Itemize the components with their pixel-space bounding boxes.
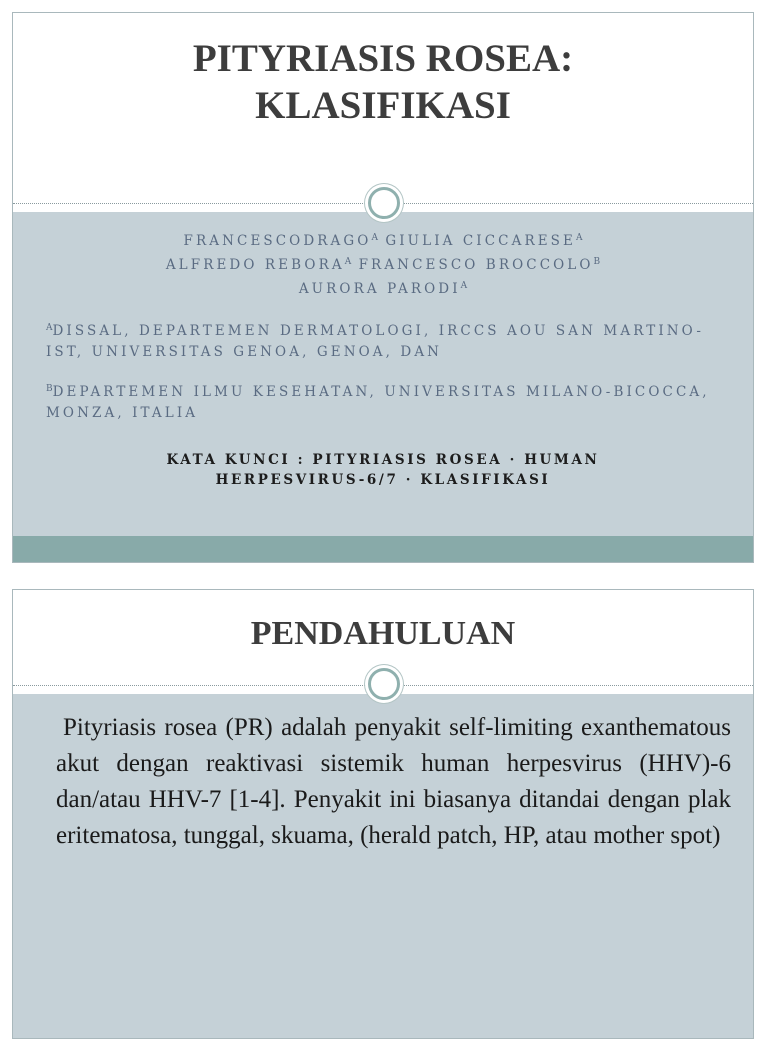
affiliation-text: DEPARTEMEN ILMU KESEHATAN, UNIVERSITAS MILANO-BICOCCA, MONZA, ITALIA [46, 384, 710, 421]
title-line-2: KLASIFIKASI [255, 84, 511, 127]
author-name: FRANCESCO BROCCOLO [358, 257, 594, 273]
slide-title: PENDAHULUAN [250, 615, 516, 652]
affiliation-b [46, 379, 720, 424]
footer-band [13, 536, 753, 562]
circle-ornament-icon [368, 187, 400, 219]
title-area [13, 590, 753, 654]
slide-title [13, 13, 753, 129]
author-mark: A [371, 233, 378, 243]
author-list [13, 228, 753, 300]
affiliation-mark: A [46, 323, 53, 333]
keywords-line-1: KATA KUNCI : PITYRIASIS ROSEA · HUMAN [166, 452, 600, 468]
slide-introduction [12, 589, 754, 1039]
keywords-line-2: HERPESVIRUS-6/7 · KLASIFIKASI [215, 472, 551, 488]
author-name: ALFREDO REBORA [165, 257, 345, 273]
slide-title-page [12, 12, 754, 563]
keywords [13, 450, 753, 490]
content-panel [13, 212, 753, 562]
affiliation-a [46, 318, 720, 363]
author-mark: A [460, 281, 468, 291]
author-mark: A [575, 233, 583, 243]
title-line-1: PITYRIASIS ROSEA: [192, 37, 574, 80]
circle-ornament-icon [368, 668, 400, 700]
title-area [13, 13, 753, 129]
body-paragraph: Pityriasis rosea (PR) adalah penyakit self-limiting exanthematous akut dengan reaktivasi sistemik human herpesvirus (HHV)-6 dan/atau HHV-7 [1-4]. Penyakit ini biasanya ditandai dengan plak eritematosa, tunggal, skuama, (herald patch, HP, atau mother spot) [56, 714, 731, 849]
author-name: AURORA PARODI [298, 281, 461, 297]
author-name: FRANCESCODRAGO [183, 233, 372, 249]
content-panel [13, 694, 753, 1038]
author-mark: B [593, 257, 601, 267]
affiliation-mark: B [46, 384, 53, 394]
author-mark: A [344, 257, 352, 267]
affiliation-text: DISSAL, DEPARTEMEN DERMATOLOGI, IRCCS AOU SAN MARTINO-IST, UNIVERSITAS GENOA, GENOA, DAN [46, 323, 704, 360]
author-name: GIULIA CICCARESE [385, 233, 576, 249]
